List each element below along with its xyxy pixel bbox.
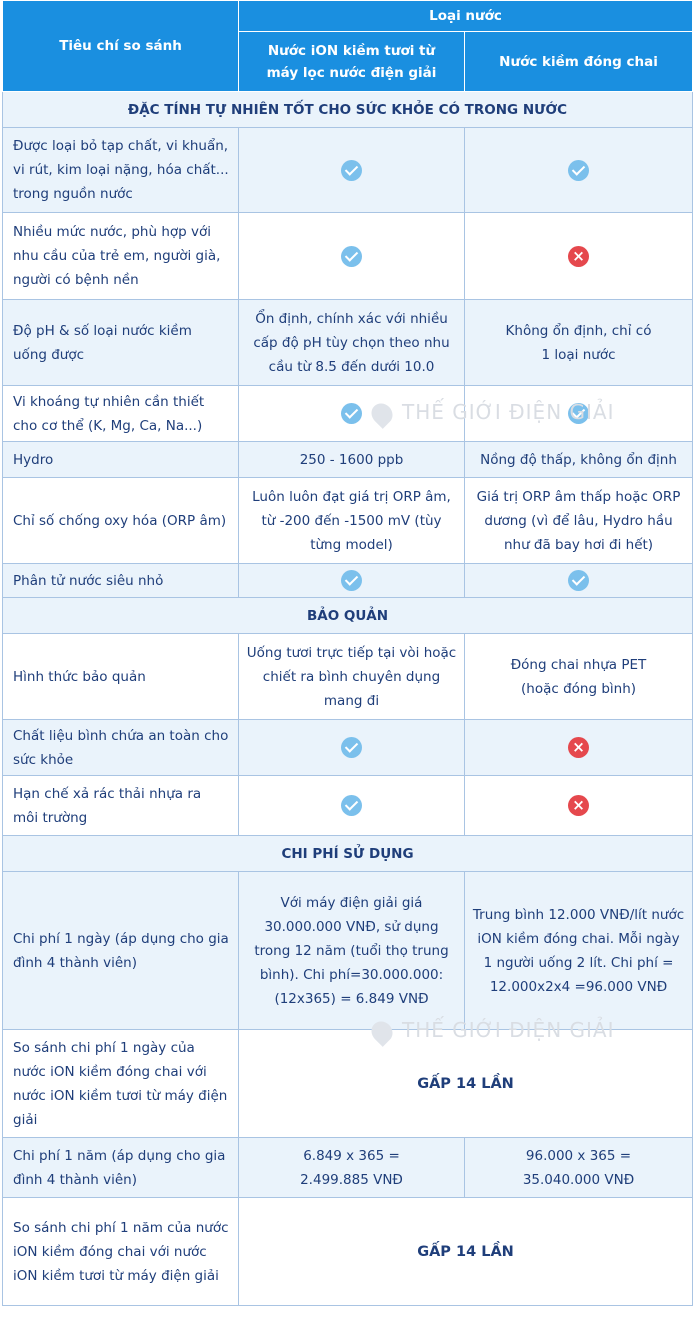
- section-cost: CHI PHÍ SỬ DỤNG: [3, 836, 693, 872]
- ratio-cell: GẤP 14 LẦN: [239, 1030, 693, 1138]
- criteria-cell: So sánh chi phí 1 ngày của nước iON kiềm đóng chai với nước iON kiềm tươi từ máy điện giải: [3, 1030, 239, 1138]
- section-natural: ĐẶC TÍNH TỰ NHIÊN TỐT CHO SỨC KHỎE CÓ TRONG NƯỚC: [3, 92, 693, 128]
- value-cell: Trung bình 12.000 VNĐ/lít nước iON kiềm đóng chai. Mỗi ngày 1 người uống 2 lít. Chi phí = 12.000x2x4 =96.000 VNĐ: [465, 872, 693, 1030]
- value-cell: Không ổn định, chỉ có 1 loại nước: [465, 300, 693, 386]
- check-icon: [568, 160, 589, 181]
- check-icon: [341, 795, 362, 816]
- value-cell: 6.849 x 365 = 2.499.885 VNĐ: [239, 1138, 465, 1198]
- ratio-cell: GẤP 14 LẦN: [239, 1198, 693, 1306]
- cross-icon: ×: [568, 795, 589, 816]
- check-icon: [341, 160, 362, 181]
- criteria-cell: Hydro: [3, 442, 239, 478]
- header-water-type: Loại nước: [239, 1, 693, 32]
- criteria-cell: Được loại bỏ tạp chất, vi khuẩn, vi rút, kim loại nặng, hóa chất... trong nguồn nước: [3, 128, 239, 213]
- check-icon: [341, 570, 362, 591]
- header-ion: Nước iON kiềm tươi từ máy lọc nước điện giải: [239, 32, 465, 92]
- value-cell: Uống tươi trực tiếp tại vòi hoặc chiết ra bình chuyên dụng mang đi: [239, 634, 465, 720]
- check-icon: [341, 246, 362, 267]
- watermark: THẾ GIỚI ĐIỆN GIẢI: [372, 1018, 615, 1043]
- value-cell: Ổn định, chính xác với nhiều cấp độ pH tùy chọn theo nhu cầu từ 8.5 đến dưới 10.0: [239, 300, 465, 386]
- value-cell: Luôn luôn đạt giá trị ORP âm, từ -200 đến -1500 mV (tùy từng model): [239, 478, 465, 564]
- value-cell: Với máy điện giải giá 30.000.000 VNĐ, sử dụng trong 12 năm (tuổi thọ trung bình). Chi phí=30.000.000: (12x365) = 6.849 VNĐ: [239, 872, 465, 1030]
- criteria-cell: Phân tử nước siêu nhỏ: [3, 564, 239, 598]
- criteria-cell: Vi khoáng tự nhiên cần thiết cho cơ thể (K, Mg, Ca, Na...): [3, 386, 239, 442]
- criteria-cell: Nhiều mức nước, phù hợp với nhu cầu của trẻ em, người già, người có bệnh nền: [3, 213, 239, 300]
- criteria-cell: Chỉ số chống oxy hóa (ORP âm): [3, 478, 239, 564]
- check-icon: [341, 403, 362, 424]
- check-icon: [341, 737, 362, 758]
- value-cell: Nồng độ thấp, không ổn định: [465, 442, 693, 478]
- criteria-cell: So sánh chi phí 1 năm của nước iON kiềm đóng chai với nước iON kiềm tươi từ máy điện giải: [3, 1198, 239, 1306]
- value-cell: Giá trị ORP âm thấp hoặc ORP dương (vì để lâu, Hydro hầu như đã bay hơi đi hết): [465, 478, 693, 564]
- header-criteria: Tiêu chí so sánh: [3, 1, 239, 92]
- criteria-cell: Chi phí 1 năm (áp dụng cho gia đình 4 thành viên): [3, 1138, 239, 1198]
- value-cell: 250 - 1600 ppb: [239, 442, 465, 478]
- criteria-cell: Chi phí 1 ngày (áp dụng cho gia đình 4 thành viên): [3, 872, 239, 1030]
- value-cell: Đóng chai nhựa PET (hoặc đóng bình): [465, 634, 693, 720]
- criteria-cell: Độ pH & số loại nước kiềm uống được: [3, 300, 239, 386]
- criteria-cell: Chất liệu bình chứa an toàn cho sức khỏe: [3, 720, 239, 776]
- header-bottle: Nước kiềm đóng chai: [465, 32, 693, 92]
- value-cell: 96.000 x 365 = 35.040.000 VNĐ: [465, 1138, 693, 1198]
- cross-icon: ×: [568, 246, 589, 267]
- criteria-cell: Hạn chế xả rác thải nhựa ra môi trường: [3, 776, 239, 836]
- check-icon: [568, 403, 589, 424]
- criteria-cell: Hình thức bảo quản: [3, 634, 239, 720]
- watermark: THẾ GIỚI ĐIỆN GIẢI: [372, 400, 615, 425]
- comparison-table: [2, 0, 693, 1306]
- cross-icon: ×: [568, 737, 589, 758]
- section-storage: BẢO QUẢN: [3, 598, 693, 634]
- check-icon: [568, 570, 589, 591]
